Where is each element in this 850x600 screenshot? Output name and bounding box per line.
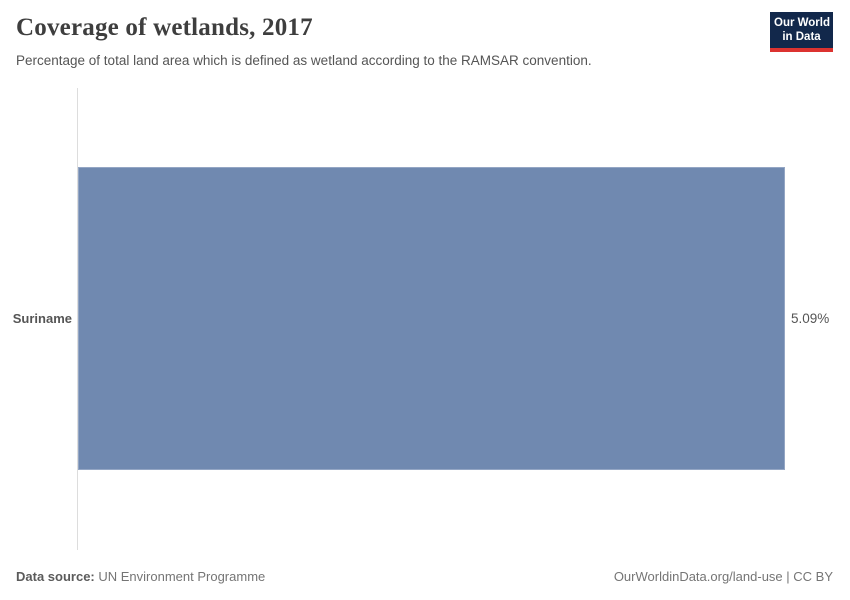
- owid-logo-line1: Our World: [774, 17, 831, 29]
- license-label: CC BY: [793, 569, 833, 584]
- value-label: 5.09%: [791, 311, 830, 326]
- data-source-label: Data source:: [16, 569, 95, 584]
- attribution-separator: |: [782, 569, 794, 584]
- origin-url-link[interactable]: OurWorldinData.org/land-use: [613, 569, 783, 584]
- chart-subtitle: Percentage of total land area which is defined as wetland according to the RAMSAR convention.: [16, 53, 592, 68]
- owid-logo-line2: in Data: [782, 30, 821, 43]
- chart-footer: [16, 569, 833, 584]
- data-source-note: [16, 569, 265, 584]
- entity-label: Suriname: [12, 311, 72, 326]
- owid-logo[interactable]: [770, 12, 833, 52]
- page-title: Coverage of wetlands, 2017: [16, 14, 313, 41]
- bar-suriname[interactable]: [78, 167, 785, 470]
- attribution-note: [614, 569, 833, 584]
- data-source-value: UN Environment Programme: [94, 569, 266, 584]
